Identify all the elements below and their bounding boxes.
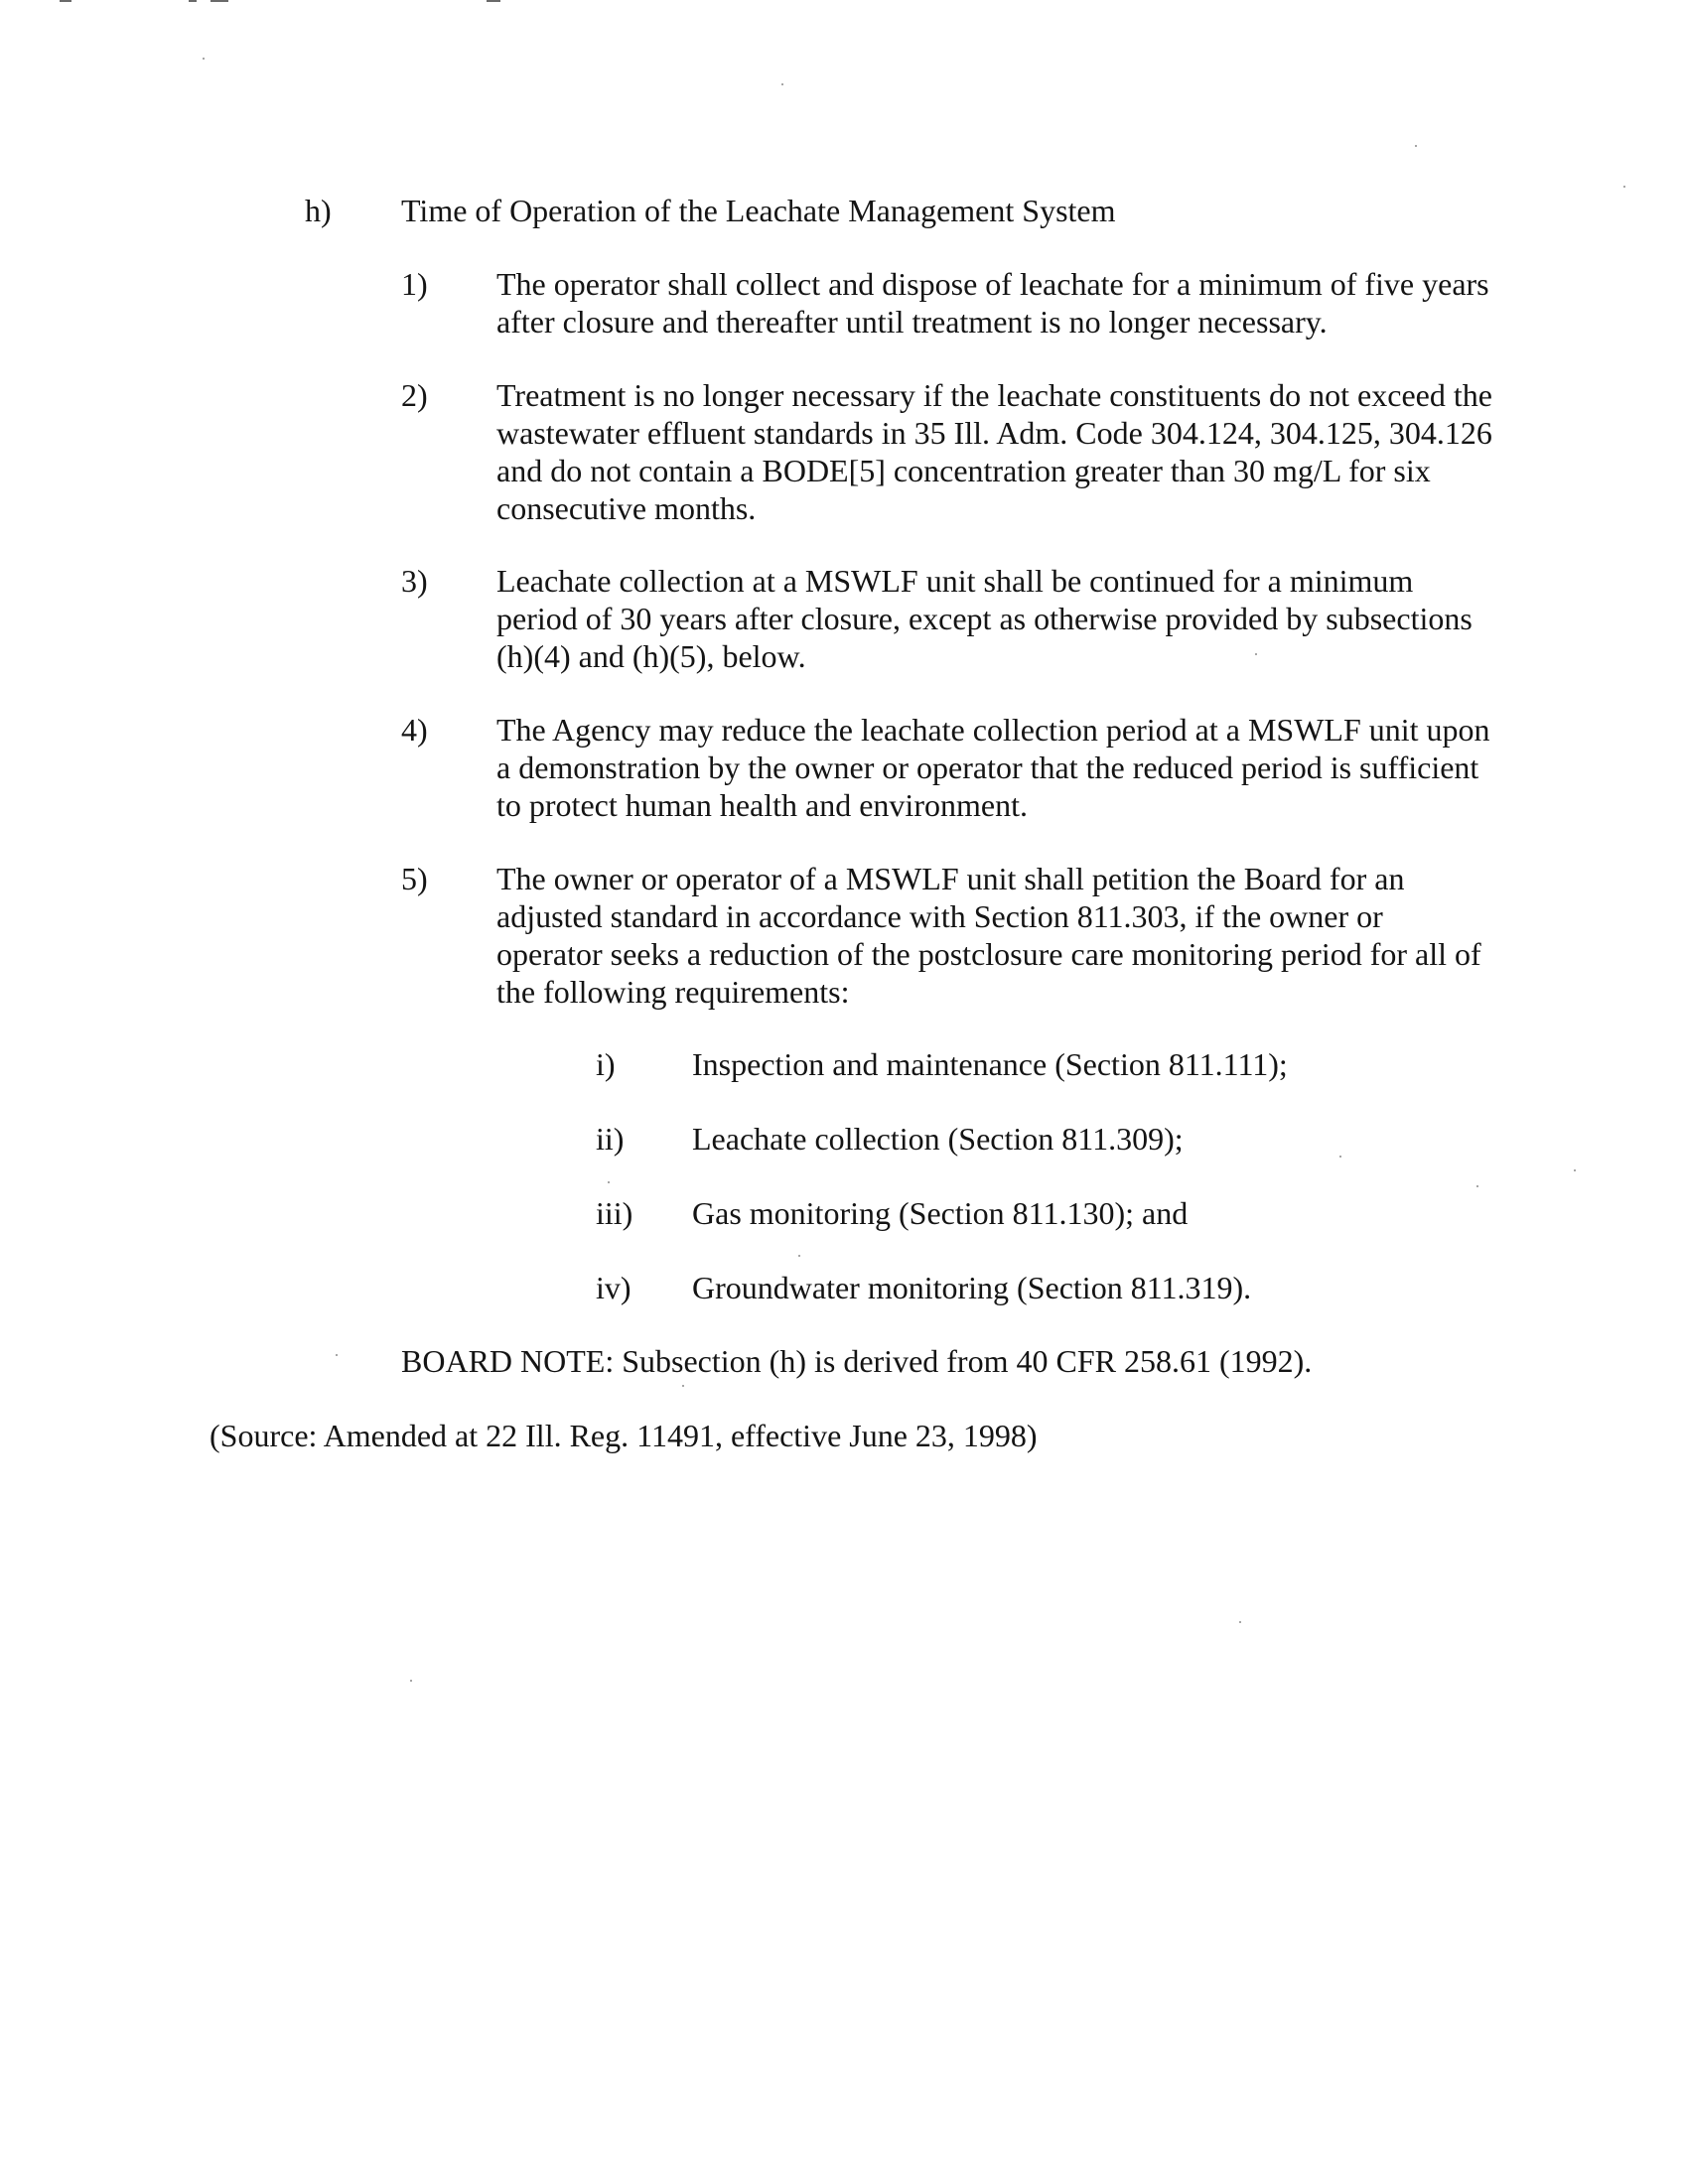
scan-speck [1239,1621,1241,1623]
scan-artifact-top [210,0,228,2]
item-label: 2) [401,377,428,413]
item-label: 4) [401,712,428,748]
item-text: Treatment is no longer necessary if the leachate constituents do not exceed the wastewater effluent standards in 35 Ill. Adm. Code 304.124, 304.125, 304.126 and do not contain a BODE[5] concentration greater than 30 mg/L for six consecutive months. [496,377,1492,526]
subitem-text: Inspection and maintenance (Section 811.111); [692,1046,1288,1082]
item-text: The operator shall collect and dispose of leachate for a minimum of five years after closure and thereafter until treatment is no longer necessary. [496,266,1489,340]
item-text: The owner or operator of a MSWLF unit shall petition the Board for an adjusted standard in accordance with Section 811.303, if the owner or operator seeks a reduction of the postclosure care monitoring period for all of the following requirements: [496,861,1481,1010]
scan-speck [1339,1156,1341,1158]
item-label: 5) [401,861,428,896]
section-title: Time of Operation of the Leachate Management System [401,193,1116,228]
subitem-text: Leachate collection (Section 811.309); [692,1121,1184,1157]
scan-speck [1476,1185,1478,1187]
item-label: 3) [401,563,428,599]
scan-speck [410,1680,412,1682]
scan-speck [1415,145,1417,147]
scan-speck [798,1255,800,1257]
board-note: BOARD NOTE: Subsection (h) is derived from 40 CFR 258.61 (1992). [401,1343,1313,1379]
scan-artifact-top [487,0,500,2]
subitem-label: iii) [596,1195,633,1231]
scan-speck [336,1354,338,1356]
subitem-label: iv) [596,1270,632,1305]
scan-speck [781,83,783,85]
item-label: 1) [401,266,428,302]
scan-speck [1574,1169,1576,1171]
subitem-label: i) [596,1046,616,1082]
subitem-text: Gas monitoring (Section 811.130); and [692,1195,1189,1231]
section-label: h) [305,193,332,228]
scan-artifact-top [60,0,71,2]
scan-speck [608,1181,610,1183]
scan-speck [682,1385,684,1387]
item-text: Leachate collection at a MSWLF unit shall be continued for a minimum period of 30 years after closure, except as otherwise provided by subsections (h)(4) and (h)(5), below. [496,563,1473,674]
scan-speck [1623,186,1625,188]
scan-speck [203,58,205,60]
source-note: (Source: Amended at 22 Ill. Reg. 11491, effective June 23, 1998) [210,1418,1038,1453]
subitem-label: ii) [596,1121,625,1157]
subitem-text: Groundwater monitoring (Section 811.319). [692,1270,1252,1305]
item-text: The Agency may reduce the leachate collection period at a MSWLF unit upon a demonstration by the owner or operator that the reduced period is sufficient to protect human health and environment. [496,712,1490,823]
scan-artifact-top [189,0,197,2]
